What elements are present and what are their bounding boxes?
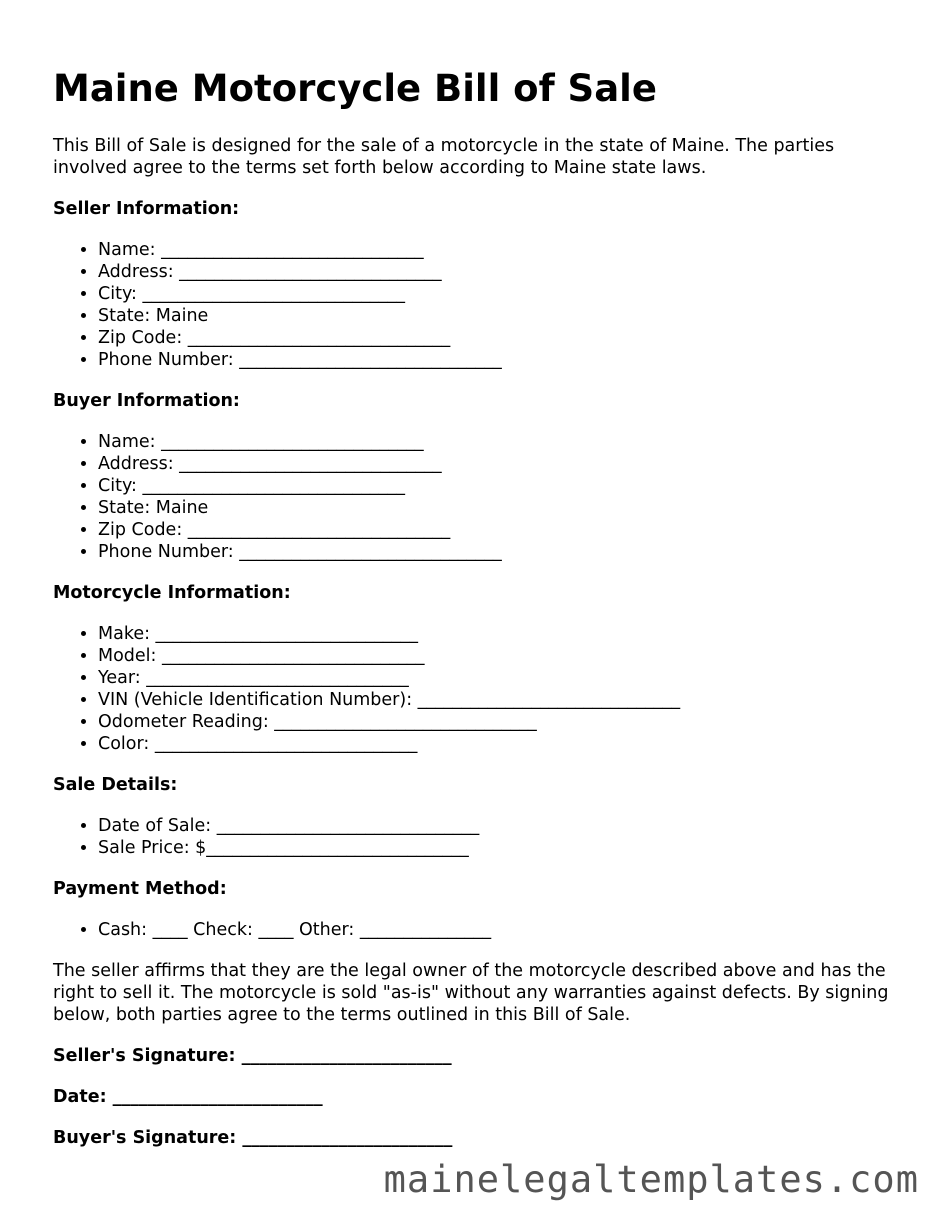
seller-address-field: • Address: ______________________________ — [98, 261, 913, 283]
buyer-list — [53, 431, 913, 563]
document-title: Maine Motorcycle Bill of Sale — [53, 67, 657, 110]
buyer-name-field: • Name: ______________________________ — [98, 431, 913, 453]
intro-paragraph: This Bill of Sale is designed for the sale of a motorcycle in the state of Maine. The parties involved agree to the terms set forth below according to Maine state laws. — [53, 136, 835, 178]
motorcycle-model-field: • Model: ______________________________ — [98, 645, 913, 667]
watermark: mainelegaltemplates.com — [383, 1158, 919, 1201]
buyer-phone-field: • Phone Number: ______________________________ — [98, 541, 913, 563]
date-signature-line: Date: ________________________ — [53, 1087, 323, 1107]
sale-list — [53, 815, 913, 859]
motorcycle-color-field: • Color: ______________________________ — [98, 733, 913, 755]
motorcycle-list — [53, 623, 913, 755]
seller-heading: Seller Information: — [53, 199, 240, 219]
seller-phone-field: • Phone Number: ______________________________ — [98, 349, 913, 371]
motorcycle-vin-field: • VIN (Vehicle Identification Number): ______________________________ — [98, 689, 913, 711]
seller-zip-field: • Zip Code: ______________________________ — [98, 327, 913, 349]
payment-heading: Payment Method: — [53, 879, 227, 899]
seller-signature-line: Seller's Signature: ________________________ — [53, 1046, 452, 1066]
motorcycle-heading: Motorcycle Information: — [53, 583, 291, 603]
document-page — [53, 66, 913, 1149]
buyer-city-field: • City: ______________________________ — [98, 475, 913, 497]
closing-paragraph: The seller affirms that they are the legal owner of the motorcycle described above and has the right to sell it. The motorcycle is sold "as-is" without any warranties against defects. By signing below, both parties agree to the terms outlined in this Bill of Sale. — [53, 961, 889, 1025]
payment-method-field: • Cash: ____ Check: ____ Other: _______________ — [98, 919, 913, 941]
seller-state-field: • State: Maine — [98, 305, 913, 327]
buyer-signature-line: Buyer's Signature: ________________________ — [53, 1128, 453, 1148]
sale-date-field: • Date of Sale: ______________________________ — [98, 815, 913, 837]
buyer-state-field: • State: Maine — [98, 497, 913, 519]
buyer-address-field: • Address: ______________________________ — [98, 453, 913, 475]
motorcycle-make-field: • Make: ______________________________ — [98, 623, 913, 645]
seller-name-field: • Name: ______________________________ — [98, 239, 913, 261]
payment-list — [53, 919, 913, 941]
buyer-heading: Buyer Information: — [53, 391, 240, 411]
motorcycle-year-field: • Year: ______________________________ — [98, 667, 913, 689]
seller-city-field: • City: ______________________________ — [98, 283, 913, 305]
seller-list — [53, 239, 913, 371]
buyer-zip-field: • Zip Code: ______________________________ — [98, 519, 913, 541]
sale-price-field: • Sale Price: $______________________________ — [98, 837, 913, 859]
sale-heading: Sale Details: — [53, 775, 178, 795]
motorcycle-odometer-field: • Odometer Reading: ______________________________ — [98, 711, 913, 733]
